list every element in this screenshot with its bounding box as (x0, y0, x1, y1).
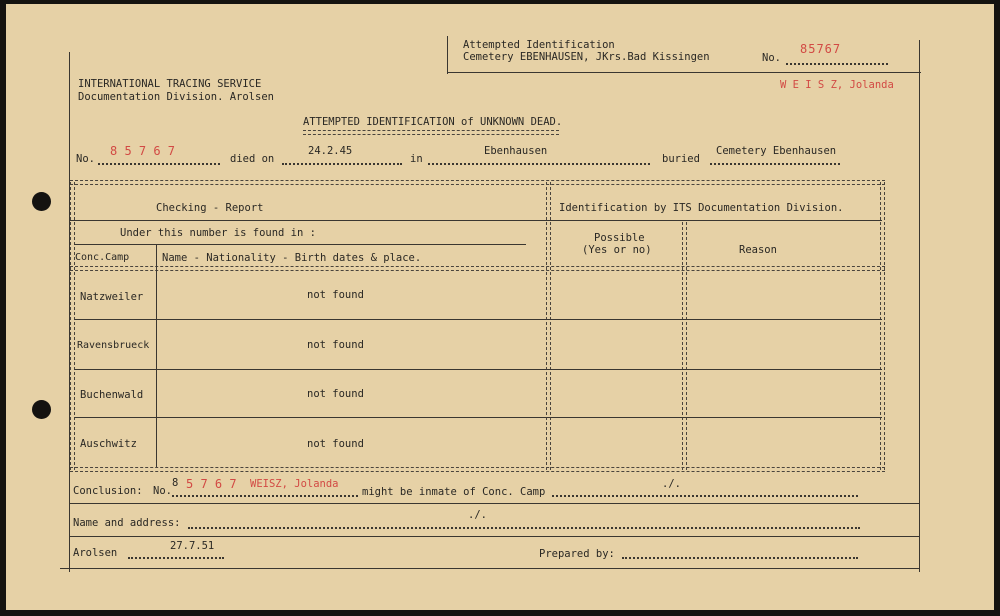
prepared-by-label: Prepared by: (539, 548, 615, 560)
row-3-result: not found (307, 388, 364, 400)
col-possible-line2: (Yes or no) (582, 244, 652, 256)
in-dots (428, 163, 650, 165)
conclusion-no-prefix: 8 (172, 477, 179, 489)
name-address-mark: ./. (468, 509, 487, 521)
record-no-dots (98, 163, 220, 165)
header-no-dots (786, 63, 888, 65)
footer-date: 27.7.51 (170, 540, 215, 552)
name-address-label: Name and address: (73, 517, 181, 529)
punch-hole-top (32, 192, 51, 211)
index-card (6, 4, 994, 610)
checking-header: Checking - Report (156, 202, 264, 214)
buried-value: Cemetery Ebenhausen (716, 145, 837, 157)
under-number-text: Under this number is found in : (120, 227, 316, 239)
row-divider-2 (74, 369, 882, 370)
document-title: ATTEMPTED IDENTIFICATION of UNKNOWN DEAD. (303, 116, 563, 128)
col-reason: Reason (739, 244, 777, 256)
table-right-border (880, 182, 885, 470)
name-address-dots (188, 527, 860, 529)
row-divider-1 (74, 319, 882, 320)
conclusion-no-dots (172, 495, 358, 497)
col-conc-camp: Conc.Camp (75, 252, 130, 263)
header-box-line2: Cemetery EBENHAUSEN, JKrs.Bad Kissingen (463, 51, 710, 63)
record-no-label: No. (76, 153, 95, 165)
checking-header-line (70, 220, 548, 221)
footer-date-dots (128, 557, 224, 559)
in-label: in (410, 153, 423, 165)
conclusion-line (70, 503, 920, 504)
header-no-label: No. (762, 52, 781, 64)
name-address-line (70, 536, 920, 537)
punch-hole-bottom (32, 400, 51, 419)
col-name-nationality: Name - Nationality - Birth dates & place. (162, 252, 422, 264)
died-value: 24.2.45 (308, 145, 353, 157)
org-line1: INTERNATIONAL TRACING SERVICE (78, 78, 262, 90)
conclusion-text: might be inmate of Conc. Camp (362, 486, 546, 498)
conclusion-name-stamp: WEISZ, Jolanda (250, 478, 339, 490)
prepared-by-dots (622, 557, 858, 559)
card-right-border (919, 40, 920, 572)
table-divider-main (546, 182, 551, 470)
org-line2: Documentation Division. Arolsen (78, 91, 274, 103)
ident-header: Identification by ITS Documentation Division. (559, 202, 844, 214)
in-value: Ebenhausen (484, 145, 548, 157)
row-divider-3 (74, 417, 882, 418)
buried-label: buried (662, 153, 700, 165)
header-box-bottom (447, 72, 921, 73)
conclusion-camp-dots (552, 495, 858, 497)
row-3-camp: Buchenwald (80, 389, 144, 401)
camp-column-divider (156, 245, 157, 467)
row-4-result: not found (307, 438, 364, 450)
conclusion-label: Conclusion: (73, 485, 143, 497)
record-no-value: 8 5 7 6 7 (110, 144, 176, 158)
conclusion-mark: ./. (662, 478, 681, 490)
row-2-camp: Ravensbrueck (77, 340, 150, 351)
table-top-border (70, 180, 885, 185)
title-underline (303, 130, 559, 135)
conclusion-no-label: No. (153, 485, 172, 497)
table-left-border (70, 182, 75, 470)
under-number-line (74, 244, 526, 245)
died-dots (282, 163, 402, 165)
header-box-left (447, 36, 448, 74)
row-2-result: not found (307, 339, 364, 351)
row-1-result: not found (307, 289, 364, 301)
table-divider-reason (682, 222, 687, 470)
row-4-camp: Auschwitz (80, 438, 137, 450)
footer-place: Arolsen (73, 547, 118, 559)
header-no-value: 85767 (800, 42, 842, 56)
header-box-line1: Attempted Identification (463, 39, 615, 51)
died-label: died on (230, 153, 275, 165)
ident-header-line (548, 220, 882, 221)
table-header-bottom (70, 266, 885, 271)
conclusion-no-stamp: 5 7 6 7 (186, 477, 237, 491)
name-stamp: W E I S Z, Jolanda (780, 79, 894, 91)
table-bottom-border (70, 467, 885, 472)
row-1-camp: Natzweiler (80, 291, 144, 303)
card-bottom-border (60, 568, 920, 569)
buried-dots (710, 163, 840, 165)
col-possible-line1: Possible (594, 232, 645, 244)
